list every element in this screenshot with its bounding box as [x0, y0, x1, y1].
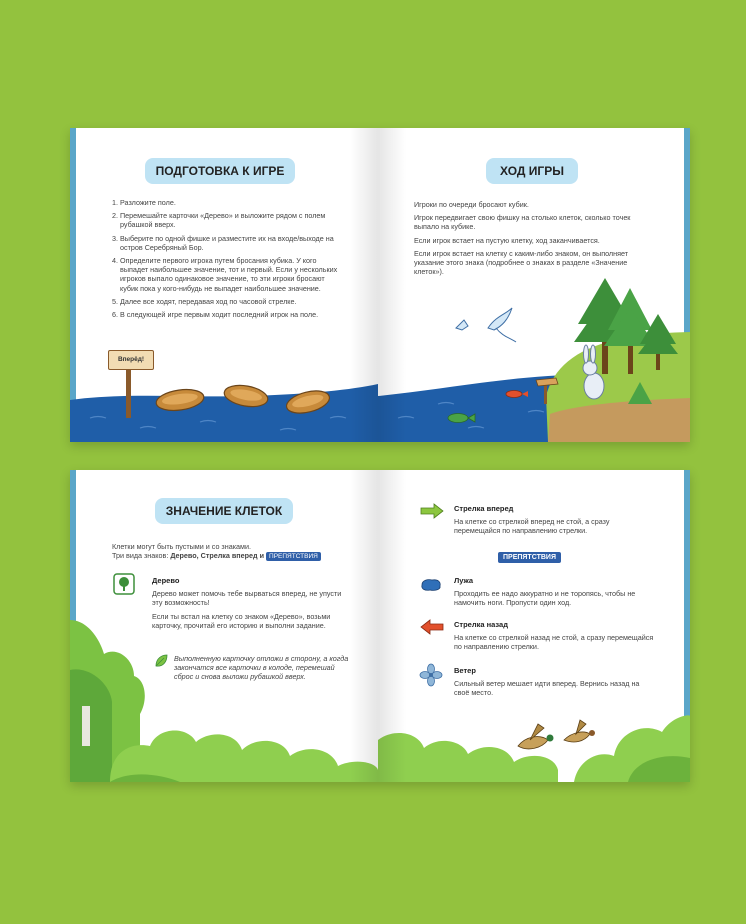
tree-heading: Дерево: [152, 576, 180, 585]
intro-line: Три вида знаков: Дерево, Стрелка вперед и ПРЕПЯТСТВИЯ: [112, 551, 352, 561]
obstacles-tag: ПРЕПЯТСТВИЯ: [266, 552, 321, 561]
page-fold-shadow: [350, 470, 378, 782]
setup-step: 5. Далее все ходят, передавая ход по часовой стрелке.: [120, 297, 340, 306]
gameplay-paragraph: Игроки по очереди бросают кубик.: [414, 200, 529, 209]
page-title: ПОДГОТОВКА К ИГРЕ: [145, 158, 295, 184]
page-signs: [378, 470, 690, 782]
setup-step: 2. Перемешайте карточки «Дерево» и выложите рядом с полем рубашкой вверх.: [120, 211, 340, 229]
gameplay-paragraph: Если игрок встает на клетку с каким-либо знаком, он выполняет указание этого знака (подробнее о знаках в разделе «Значение клеток»).: [414, 248, 629, 277]
page-setup: [70, 128, 378, 442]
page-title: ХОД ИГРЫ: [486, 158, 578, 184]
tree-paragraph: Если ты встал на клетку со знаком «Дерево», возьми карточку, прочитай его историю и выполни задание.: [152, 611, 331, 630]
setup-step: 4. Определите первого игрока путем бросания кубика. У кого выпадет наибольшее значение, тот и первый. Если у нескольких игроков выпало одинаковое значение, то эти игроки бросают кубик пока у кого-нибудь не выпадет наибольшее значение.: [120, 256, 340, 293]
boat-icon: [223, 382, 270, 409]
boat-icon: [155, 387, 205, 413]
forward-heading: Стрелка вперед: [454, 504, 514, 513]
bird-icon: [456, 320, 468, 330]
island-illustration: [378, 128, 690, 442]
setup-step: 1. Разложите поле.: [120, 198, 340, 207]
tree-note: Выполненную карточку отложи в сторону, а когда закончатся все карточки в колоде, перемешай сброс и снова выложи рубашкой вверх.: [174, 654, 349, 682]
wind-heading: Ветер: [454, 666, 476, 675]
page-fold-shadow: [378, 128, 406, 442]
puddle-text: Проходить ее надо аккуратно и не торопясь, чтобы не намочить ноги. Пропусти один ход.: [454, 589, 636, 608]
bushes-illustration: [378, 470, 690, 782]
puddle-heading: Лужа: [454, 576, 474, 585]
boat-icon: [284, 387, 332, 417]
duck-icon: [518, 724, 554, 749]
book-spread-rules: [70, 128, 690, 442]
page-gameplay: [378, 128, 690, 442]
wind-text: Сильный ветер мешает идти вперед. Вернись назад на своё место.: [454, 679, 640, 698]
page-cell-meaning: [70, 470, 378, 782]
back-text: На клетке со стрелкой назад не стой, а сразу перемещайся по направлению стрелки.: [454, 633, 654, 652]
gameplay-paragraph: Если игрок встает на пустую клетку, ход заканчивается.: [414, 235, 600, 245]
tree-paragraph: Дерево может помочь тебе вырваться вперед, не упусти эту возможность!: [152, 589, 342, 608]
bushes-illustration: [70, 470, 378, 782]
intro-line: Клетки могут быть пустыми и со знаками.: [112, 542, 251, 551]
page-fold-shadow: [350, 128, 378, 442]
obstacles-heading-tag: ПРЕПЯТСТВИЯ: [498, 552, 561, 563]
bird-icon: [488, 308, 516, 342]
signpost-label: Вперёд!: [108, 350, 154, 370]
book-spread-cells: [70, 470, 690, 782]
page-fold-shadow: [378, 470, 406, 782]
birch-trunk: [82, 706, 90, 746]
duck-icon: [564, 720, 595, 742]
boats-illustration: [70, 128, 378, 442]
gameplay-paragraph: Игрок передвигает свою фишку на столько клеток, сколько точек выпало на кубике.: [414, 213, 631, 232]
page-title: ЗНАЧЕНИЕ КЛЕТОК: [155, 498, 293, 524]
setup-step: 3. Выберите по одной фишке и разместите их на входе/выходе на остров Серебряный Бор.: [120, 234, 340, 252]
back-heading: Стрелка назад: [454, 620, 508, 629]
setup-step: 6. В следующей игре первым ходит последний игрок на поле.: [120, 310, 340, 319]
forward-text: На клетке со стрелкой вперед не стой, а сразу перемещайся по направлению стрелки.: [454, 517, 610, 536]
